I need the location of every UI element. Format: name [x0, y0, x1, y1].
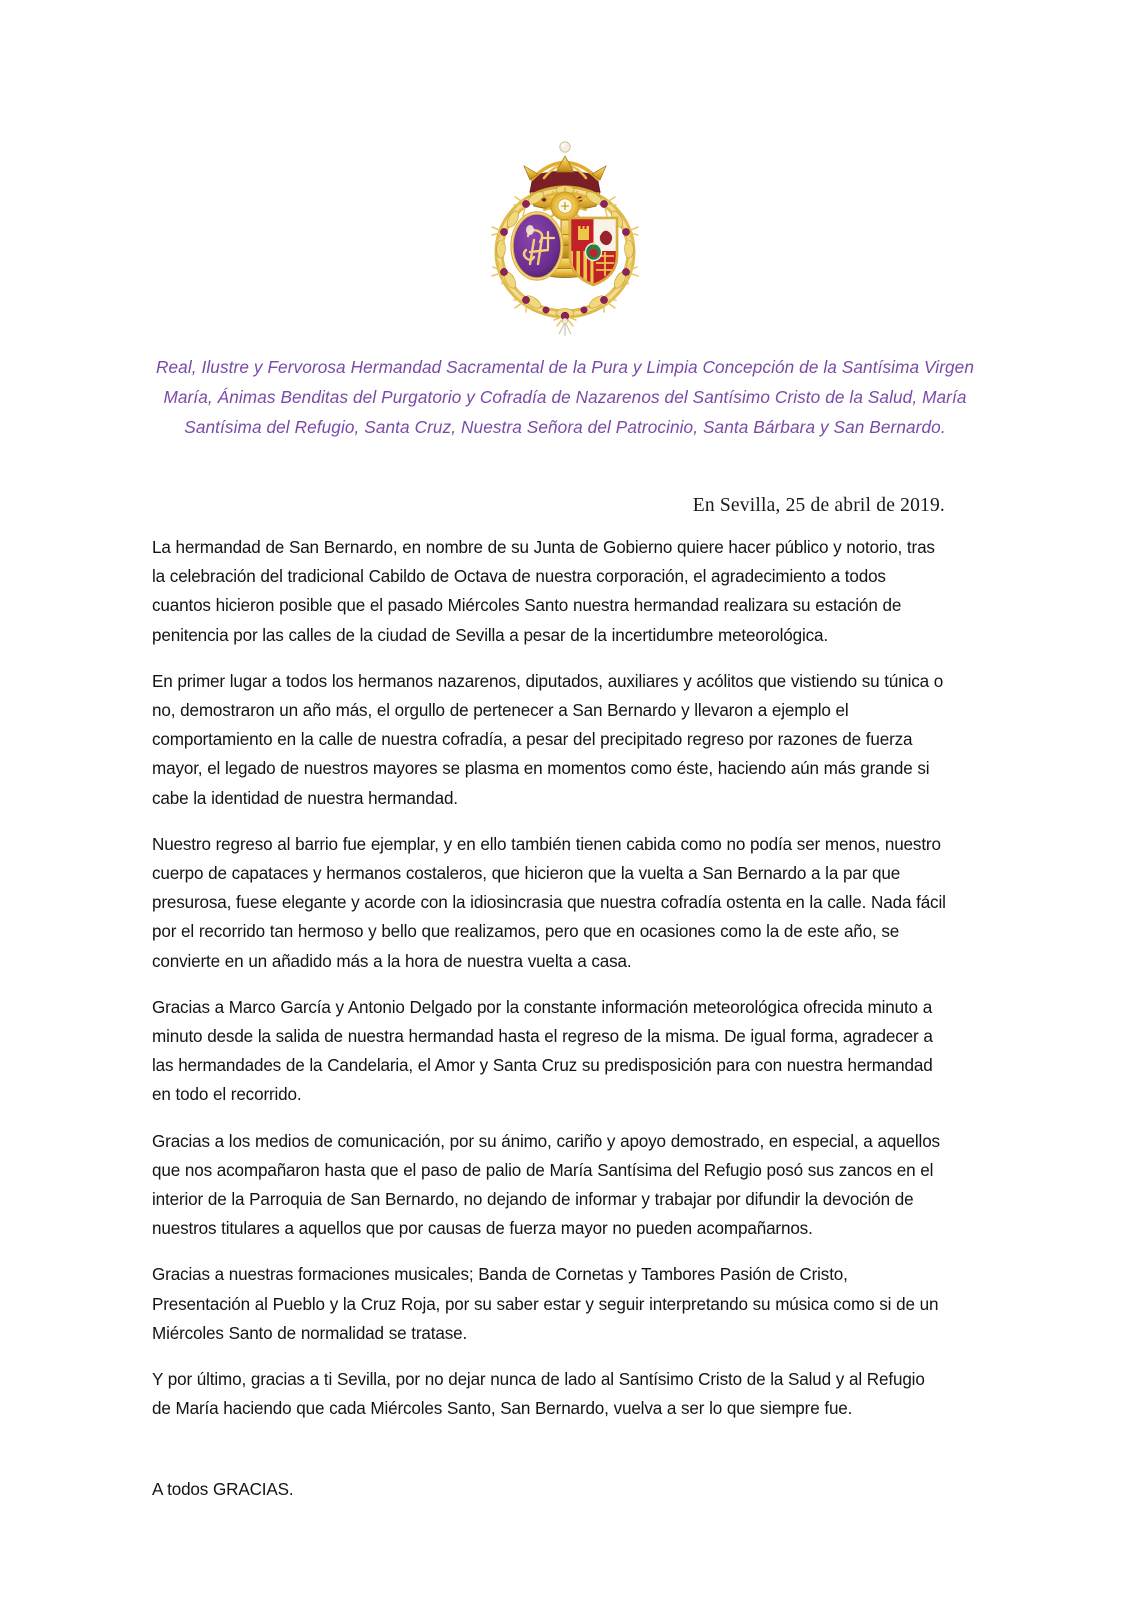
heraldic-crest-icon — [460, 132, 670, 337]
paragraph-6: Gracias a nuestras formaciones musicales; Banda de Cornetas y Tambores Pasión de Cristo, Presentación al Pueblo y la Cruz Roja, por su saber estar y seguir interpretando su música como si de un Miércoles Santo de normalidad se tratase. — [152, 1265, 939, 1343]
paragraph-3: Nuestro regreso al barrio fue ejemplar, y en ello también tienen cabida como no podía ser menos, nuestro cuerpo de capataces y hermanos costaleros, que hicieron que la vuelta a San Bernardo a la par que presurosa, fuese elegante y acorde con la idiosincrasia que nuestra cofradía ostenta en la calle. Nada fácil por el recorrido tan hermoso y bello que realizamos, pero que en ocasiones como la de este año, se convierte en un añadido más a la hora de nuestra vuelta a casa. — [152, 834, 946, 971]
hermandad-title — [150, 352, 980, 442]
paragraph-4: Gracias a Marco García y Antonio Delgado por la constante información meteorológica ofrecida minuto a minuto desde la salida de nuestra hermandad hasta el regreso de la misma. De igual forma, agradecer a las hermandades de la Candelaria, el Amor y Santa Cruz su predisposición para con nuestra hermandad en todo el recorrido. — [152, 997, 933, 1105]
paragraph-5: Gracias a los medios de comunicación, por su ánimo, cariño y apoyo demostrado, en especial, a aquellos que nos acompañaron hasta que el paso de palio de María Santísima del Refugio posó sus zancos en el interior de la Parroquia de San Bernardo, no dejando de informar y trabajar por difundir la devoción de nuestros titulares a aquellos que por causas de fuerza mayor no pueden acompañarnos. — [152, 1131, 940, 1239]
paragraph-2: En primer lugar a todos los hermanos nazarenos, diputados, auxiliares y acólitos que vistiendo su túnica o no, demostraron un año más, el orgullo de pertenecer a San Bernardo y llevaron a ejemplo el comportamiento en la calle de nuestra cofradía, a pesar del precipitado regreso por razones de fuerza mayor, el legado de nuestros mayores se plasma en momentos como éste, haciendo aún más grande si cabe la identidad de nuestra hermandad. — [152, 671, 944, 808]
crest-container — [0, 132, 1130, 337]
closing-line: A todos GRACIAS. — [152, 1480, 294, 1500]
title-line-1: Real, Ilustre y Fervorosa Hermandad Sacramental de la Pura y Limpia Concepción de la Santísima Virgen — [156, 357, 974, 377]
date-place-line: En Sevilla, 25 de abril de 2019. — [692, 495, 945, 516]
spanish-royal-arms-shield-icon — [570, 218, 617, 285]
title-line-2: María, Ánimas Benditas del Purgatorio y Cofradía de Nazarenos del Santísimo Cristo de la Salud, María — [163, 387, 967, 407]
purple-oval-shield-icon — [512, 213, 562, 279]
paragraph-1: La hermandad de San Bernardo, en nombre de su Junta de Gobierno quiere hacer público y notorio, tras la celebración del tradicional Cabildo de Octava de nuestra corporación, el agradecimiento a todos cuantos hicieron posible que el pasado Miércoles Santo nuestra hermandad realizara su estación de penitencia por las calles de la ciudad de Sevilla a pesar de la incertidumbre meteorológica. — [152, 538, 935, 645]
title-line-3: Santísima del Refugio, Santa Cruz, Nuestra Señora del Patrocinio, Santa Bárbara y San Bernardo. — [184, 417, 946, 437]
letter-body — [152, 533, 947, 1522]
paragraph-7: Y por último, gracias a ti Sevilla, por no dejar nunca de lado al Santísimo Cristo de la Salud y al Refugio de María haciendo que cada Miércoles Santo, San Bernardo, vuelva a ser lo que siempre fue. — [152, 1370, 925, 1419]
